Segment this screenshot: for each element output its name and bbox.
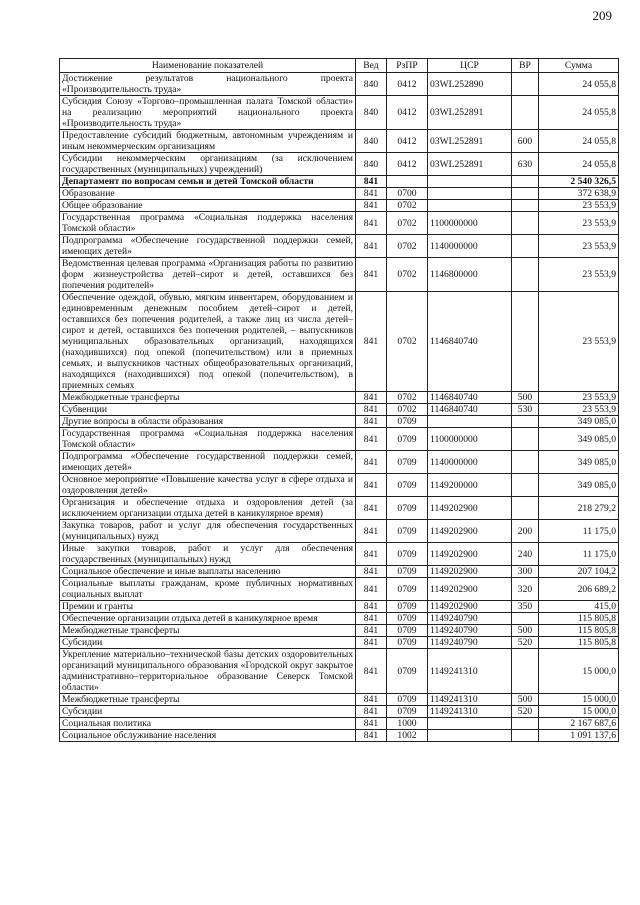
table-row — [60, 73, 619, 96]
table-row — [60, 613, 619, 625]
row-vr-cell — [512, 292, 539, 392]
row-csr-cell: 03WL252890 — [428, 73, 512, 96]
row-rzpr-cell: 0709 — [387, 694, 428, 706]
table-row — [60, 404, 619, 416]
row-sum-cell: 24 055,8 — [539, 130, 619, 153]
row-csr-cell — [428, 200, 512, 212]
row-ved-cell: 841 — [356, 601, 387, 613]
row-ved-cell: 841 — [356, 625, 387, 637]
table-row — [60, 706, 619, 718]
budget-table — [59, 58, 619, 742]
row-vr-cell — [512, 497, 539, 520]
header-csr: ЦСР — [428, 59, 512, 73]
row-name-cell: Обеспечение организации отдыха детей в каникулярное время — [60, 613, 356, 625]
row-vr-cell: 600 — [512, 130, 539, 153]
table-row — [60, 601, 619, 613]
row-name-cell: Организация и обеспечение отдыха и оздоровления детей (за исключением организации отдыха детей в каникулярное время) — [60, 497, 356, 520]
row-vr-cell — [512, 649, 539, 694]
row-name-cell: Подпрограмма «Обеспечение государственной поддержки семей, имеющих детей» — [60, 451, 356, 474]
row-rzpr-cell: 0709 — [387, 543, 428, 566]
row-ved-cell: 841 — [356, 613, 387, 625]
row-vr-cell — [512, 73, 539, 96]
row-sum-cell: 23 553,9 — [539, 404, 619, 416]
table-row — [60, 292, 619, 392]
row-ved-cell: 841 — [356, 235, 387, 258]
row-csr-cell: 1146800000 — [428, 258, 512, 292]
row-name-cell: Межбюджетные трансферты — [60, 392, 356, 404]
row-sum-cell: 11 175,0 — [539, 520, 619, 543]
page-number: 209 — [592, 8, 612, 23]
table-row — [60, 694, 619, 706]
header-rzpr: РзПР — [387, 59, 428, 73]
row-ved-cell: 841 — [356, 497, 387, 520]
row-vr-cell — [512, 718, 539, 730]
row-vr-cell — [512, 416, 539, 428]
row-name-cell: Обеспечение одеждой, обувью, мягким инвентарем, оборудованием и единовременным денежным пособием детей–сирот и детей, оставшихся без попечения родителей, а также лиц из числа детей–сирот и детей, оставшихся без попечения родителей, – выпускников муниципальных образовательных организаций, находящихся (находившихся) под опекой (попечительством) или в приемных семьях, и выпускников частных общеобразовательных организаций, находящихся (находившихся) под опекой (попечительством), в приемных семьях — [60, 292, 356, 392]
row-csr-cell: 1149202900 — [428, 543, 512, 566]
row-rzpr-cell: 0412 — [387, 73, 428, 96]
row-rzpr-cell: 0709 — [387, 497, 428, 520]
row-vr-cell: 350 — [512, 601, 539, 613]
row-rzpr-cell: 0412 — [387, 130, 428, 153]
row-csr-cell: 1146840740 — [428, 404, 512, 416]
row-csr-cell: 1149241310 — [428, 694, 512, 706]
row-sum-cell: 349 085,0 — [539, 416, 619, 428]
table-row — [60, 176, 619, 188]
row-name-cell: Закупка товаров, работ и услуг для обеспечения государственных (муниципальных) нужд — [60, 520, 356, 543]
table-row — [60, 578, 619, 601]
row-vr-cell — [512, 188, 539, 200]
row-name-cell: Подпрограмма «Обеспечение государственной поддержки семей, имеющих детей» — [60, 235, 356, 258]
table-row — [60, 96, 619, 130]
row-sum-cell: 115 805,8 — [539, 625, 619, 637]
header-sum: Сумма — [539, 59, 619, 73]
row-csr-cell: 1149202900 — [428, 601, 512, 613]
row-ved-cell: 841 — [356, 694, 387, 706]
row-name-cell: Государственная программа «Социальная поддержка населения Томской области» — [60, 428, 356, 451]
row-sum-cell: 23 553,9 — [539, 392, 619, 404]
row-sum-cell: 15 000,0 — [539, 694, 619, 706]
row-vr-cell — [512, 212, 539, 235]
table-row — [60, 649, 619, 694]
row-sum-cell: 23 553,9 — [539, 292, 619, 392]
row-name-cell: Социальное обслуживание населения — [60, 730, 356, 742]
row-rzpr-cell: 0709 — [387, 566, 428, 578]
row-name-cell: Субсидии — [60, 637, 356, 649]
table-row — [60, 235, 619, 258]
row-vr-cell: 500 — [512, 392, 539, 404]
table-row — [60, 392, 619, 404]
row-ved-cell: 841 — [356, 404, 387, 416]
row-csr-cell: 03WL252891 — [428, 153, 512, 176]
row-csr-cell: 1149240790 — [428, 625, 512, 637]
table-row — [60, 637, 619, 649]
row-rzpr-cell: 0709 — [387, 601, 428, 613]
row-sum-cell: 15 000,0 — [539, 649, 619, 694]
table-row — [60, 625, 619, 637]
row-ved-cell: 840 — [356, 130, 387, 153]
table-row — [60, 428, 619, 451]
row-csr-cell — [428, 188, 512, 200]
row-vr-cell: 630 — [512, 153, 539, 176]
row-ved-cell: 840 — [356, 73, 387, 96]
row-sum-cell: 24 055,8 — [539, 73, 619, 96]
row-csr-cell: 1149241310 — [428, 649, 512, 694]
row-sum-cell: 24 055,8 — [539, 153, 619, 176]
row-csr-cell: 1149202900 — [428, 520, 512, 543]
row-name-cell: Иные закупки товаров, работ и услуг для обеспечения государственных (муниципальных) нужд — [60, 543, 356, 566]
row-rzpr-cell: 0709 — [387, 625, 428, 637]
row-name-cell: Ведомственная целевая программа «Организация работы по развитию форм жизнеустройства детей–сирот и детей, оставшихся без попечения родителей» — [60, 258, 356, 292]
row-ved-cell: 841 — [356, 637, 387, 649]
row-csr-cell: 1149202900 — [428, 497, 512, 520]
row-rzpr-cell: 0702 — [387, 235, 428, 258]
row-rzpr-cell: 0412 — [387, 153, 428, 176]
row-rzpr-cell: 1002 — [387, 730, 428, 742]
row-name-cell: Другие вопросы в области образования — [60, 416, 356, 428]
row-rzpr-cell: 0702 — [387, 258, 428, 292]
row-name-cell: Образование — [60, 188, 356, 200]
row-sum-cell: 349 085,0 — [539, 474, 619, 497]
table-body — [60, 73, 619, 742]
row-vr-cell — [512, 613, 539, 625]
row-vr-cell: 320 — [512, 578, 539, 601]
row-vr-cell: 500 — [512, 694, 539, 706]
row-name-cell: Субсидии — [60, 706, 356, 718]
row-vr-cell — [512, 176, 539, 188]
row-name-cell: Субвенции — [60, 404, 356, 416]
row-rzpr-cell: 0709 — [387, 637, 428, 649]
row-name-cell: Субсидии некоммерческим организациям (за исключением государственных (муниципальных) учреждений) — [60, 153, 356, 176]
row-csr-cell: 1140000000 — [428, 235, 512, 258]
row-ved-cell: 841 — [356, 292, 387, 392]
row-csr-cell: 1100000000 — [428, 212, 512, 235]
table-row — [60, 200, 619, 212]
row-name-cell: Межбюджетные трансферты — [60, 625, 356, 637]
row-name-cell: Социальная политика — [60, 718, 356, 730]
row-sum-cell: 415,0 — [539, 601, 619, 613]
row-rzpr-cell: 0702 — [387, 200, 428, 212]
row-ved-cell: 841 — [356, 428, 387, 451]
row-rzpr-cell — [387, 176, 428, 188]
row-vr-cell: 200 — [512, 520, 539, 543]
row-rzpr-cell: 0709 — [387, 649, 428, 694]
row-csr-cell: 1146840740 — [428, 392, 512, 404]
row-rzpr-cell: 0709 — [387, 451, 428, 474]
row-rzpr-cell: 0709 — [387, 416, 428, 428]
row-ved-cell: 841 — [356, 474, 387, 497]
row-ved-cell: 841 — [356, 212, 387, 235]
row-name-cell: Премии и гранты — [60, 601, 356, 613]
row-csr-cell: 1149202900 — [428, 566, 512, 578]
row-vr-cell: 500 — [512, 625, 539, 637]
table-row — [60, 718, 619, 730]
table-row — [60, 188, 619, 200]
row-sum-cell: 23 553,9 — [539, 258, 619, 292]
row-name-cell: Основное мероприятие «Повышение качества услуг в сфере отдыха и оздоровления детей» — [60, 474, 356, 497]
row-rzpr-cell: 0709 — [387, 520, 428, 543]
row-csr-cell: 1149241310 — [428, 706, 512, 718]
table-row — [60, 212, 619, 235]
row-rzpr-cell: 0709 — [387, 706, 428, 718]
row-rzpr-cell: 0702 — [387, 392, 428, 404]
row-csr-cell: 1100000000 — [428, 428, 512, 451]
row-sum-cell: 2 167 687,6 — [539, 718, 619, 730]
row-rzpr-cell: 1000 — [387, 718, 428, 730]
row-ved-cell: 841 — [356, 649, 387, 694]
row-name-cell: Государственная программа «Социальная поддержка населения Томской области» — [60, 212, 356, 235]
row-csr-cell — [428, 718, 512, 730]
row-ved-cell: 841 — [356, 520, 387, 543]
row-csr-cell: 1149240790 — [428, 613, 512, 625]
row-ved-cell: 841 — [356, 200, 387, 212]
row-sum-cell: 1 091 137,6 — [539, 730, 619, 742]
row-csr-cell: 1146840740 — [428, 292, 512, 392]
row-vr-cell: 530 — [512, 404, 539, 416]
row-sum-cell: 115 805,8 — [539, 637, 619, 649]
row-vr-cell — [512, 235, 539, 258]
row-sum-cell: 15 000,0 — [539, 706, 619, 718]
row-name-cell: Укрепление материально–технической базы детских оздоровительных организаций муниципального образования «Городской округ закрытое административно–территориальное образование Северск Томской области» — [60, 649, 356, 694]
row-sum-cell: 115 805,8 — [539, 613, 619, 625]
row-sum-cell: 372 638,9 — [539, 188, 619, 200]
table-row — [60, 730, 619, 742]
row-sum-cell: 23 553,9 — [539, 235, 619, 258]
row-vr-cell — [512, 730, 539, 742]
row-vr-cell — [512, 474, 539, 497]
table-row — [60, 153, 619, 176]
row-csr-cell: 1149202900 — [428, 578, 512, 601]
row-sum-cell: 207 104,2 — [539, 566, 619, 578]
table-row — [60, 543, 619, 566]
row-sum-cell: 349 085,0 — [539, 428, 619, 451]
row-name-cell: Департамент по вопросам семьи и детей Томской области — [60, 176, 356, 188]
row-rzpr-cell: 0702 — [387, 292, 428, 392]
row-csr-cell: 03WL252891 — [428, 96, 512, 130]
row-ved-cell: 841 — [356, 176, 387, 188]
row-rzpr-cell: 0709 — [387, 578, 428, 601]
row-csr-cell: 1140000000 — [428, 451, 512, 474]
row-vr-cell: 300 — [512, 566, 539, 578]
row-name-cell: Достижение результатов национального проекта «Производительность труда» — [60, 73, 356, 96]
row-ved-cell: 841 — [356, 543, 387, 566]
row-csr-cell — [428, 730, 512, 742]
row-ved-cell: 841 — [356, 706, 387, 718]
row-name-cell: Общее образование — [60, 200, 356, 212]
row-vr-cell: 520 — [512, 706, 539, 718]
table-row — [60, 497, 619, 520]
row-vr-cell — [512, 96, 539, 130]
row-rzpr-cell: 0709 — [387, 613, 428, 625]
row-rzpr-cell: 0700 — [387, 188, 428, 200]
row-vr-cell: 240 — [512, 543, 539, 566]
table-row — [60, 258, 619, 292]
row-ved-cell: 841 — [356, 258, 387, 292]
table-row — [60, 474, 619, 497]
row-ved-cell: 841 — [356, 718, 387, 730]
row-csr-cell: 1149240790 — [428, 637, 512, 649]
row-ved-cell: 841 — [356, 188, 387, 200]
header-name: Наименование показателей — [60, 59, 356, 73]
row-csr-cell: 1149200000 — [428, 474, 512, 497]
table-row — [60, 416, 619, 428]
row-sum-cell: 11 175,0 — [539, 543, 619, 566]
row-csr-cell — [428, 416, 512, 428]
row-ved-cell: 841 — [356, 566, 387, 578]
row-ved-cell: 840 — [356, 153, 387, 176]
row-sum-cell: 2 540 326,5 — [539, 176, 619, 188]
row-ved-cell: 841 — [356, 416, 387, 428]
row-vr-cell — [512, 451, 539, 474]
row-ved-cell: 840 — [356, 96, 387, 130]
row-ved-cell: 841 — [356, 451, 387, 474]
row-rzpr-cell: 0702 — [387, 404, 428, 416]
row-sum-cell: 23 553,9 — [539, 200, 619, 212]
row-ved-cell: 841 — [356, 730, 387, 742]
row-csr-cell — [428, 176, 512, 188]
row-rzpr-cell: 0412 — [387, 96, 428, 130]
row-name-cell: Социальные выплаты гражданам, кроме публичных нормативных социальных выплат — [60, 578, 356, 601]
row-name-cell: Межбюджетные трансферты — [60, 694, 356, 706]
row-sum-cell: 349 085,0 — [539, 451, 619, 474]
row-csr-cell: 03WL252891 — [428, 130, 512, 153]
row-vr-cell — [512, 428, 539, 451]
row-sum-cell: 23 553,9 — [539, 212, 619, 235]
header-vr: ВР — [512, 59, 539, 73]
row-name-cell: Предоставление субсидий бюджетным, автономным учреждениям и иным некоммерческим организациям — [60, 130, 356, 153]
row-rzpr-cell: 0702 — [387, 212, 428, 235]
row-vr-cell — [512, 200, 539, 212]
header-ved: Вед — [356, 59, 387, 73]
table-row — [60, 566, 619, 578]
table-row — [60, 130, 619, 153]
row-rzpr-cell: 0709 — [387, 474, 428, 497]
row-sum-cell: 218 279,2 — [539, 497, 619, 520]
row-name-cell: Субсидия Союзу «Торгово–промышленная палата Томской области» на реализацию мероприятий национального проекта «Производительность труда» — [60, 96, 356, 130]
row-ved-cell: 841 — [356, 392, 387, 404]
row-name-cell: Социальное обеспечение и иные выплаты населению — [60, 566, 356, 578]
row-sum-cell: 206 689,2 — [539, 578, 619, 601]
row-vr-cell — [512, 258, 539, 292]
row-vr-cell: 520 — [512, 637, 539, 649]
table-row — [60, 451, 619, 474]
table-row — [60, 520, 619, 543]
table-header-row — [60, 59, 619, 73]
row-ved-cell: 841 — [356, 578, 387, 601]
row-sum-cell: 24 055,8 — [539, 96, 619, 130]
row-rzpr-cell: 0709 — [387, 428, 428, 451]
